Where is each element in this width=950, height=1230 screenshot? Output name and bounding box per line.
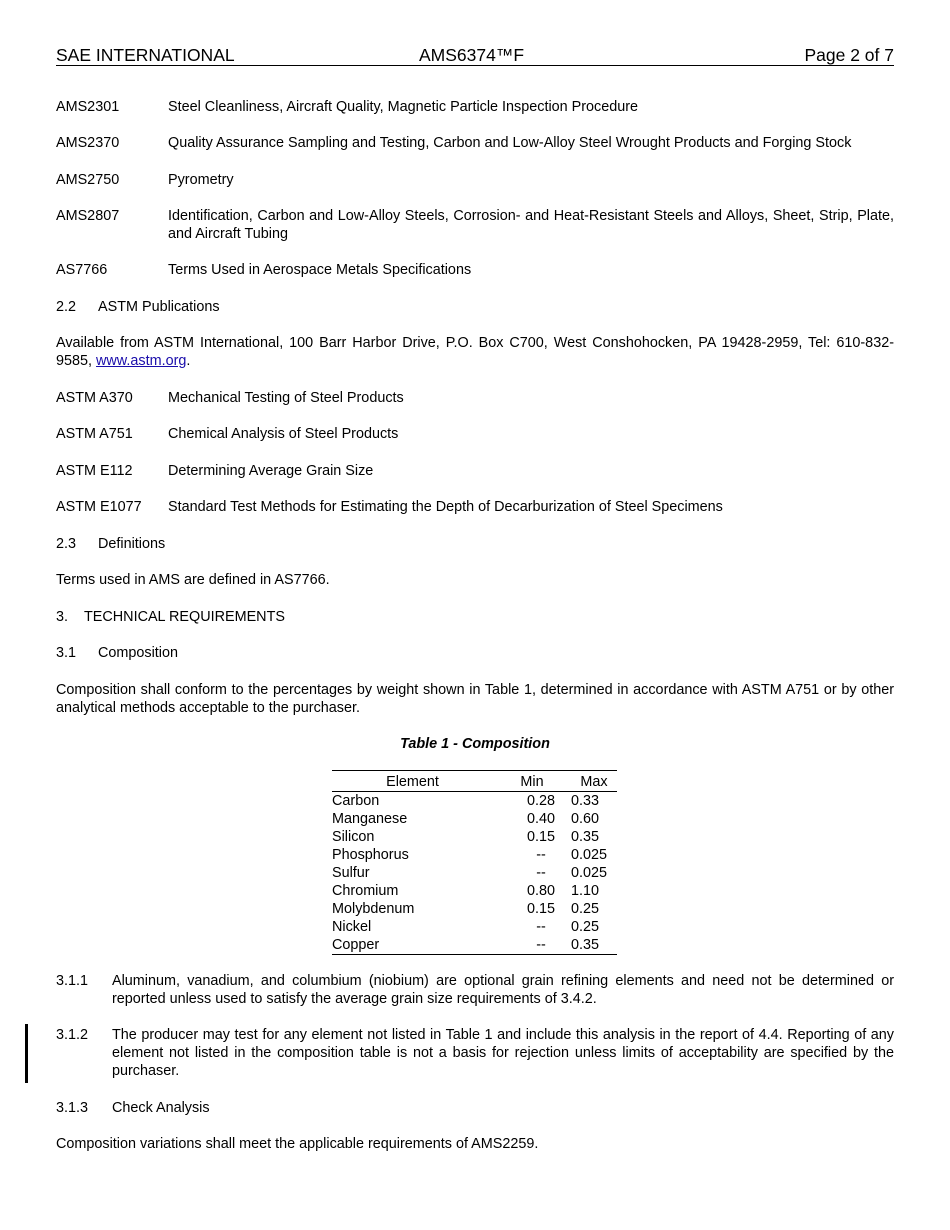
min-cell: 0.80	[526, 883, 555, 899]
max-cell: 1.10	[571, 883, 600, 899]
min-cell: --	[536, 937, 546, 953]
min-cell: 0.15	[526, 901, 555, 917]
reference-title: Steel Cleanliness, Aircraft Quality, Magnetic Particle Inspection Procedure	[168, 99, 639, 115]
reference-code: ASTM E112	[56, 463, 133, 479]
section-number: 3.1.1	[56, 973, 89, 989]
section-text: Aluminum, vanadium, and columbium (niobium) are optional grain refining elements and need not be determined or reported unless used to satisfy the average grain size requirements of 3.4.2.	[112, 973, 894, 1007]
composition-table	[332, 770, 617, 955]
min-cell: 0.15	[526, 829, 555, 845]
table-caption: Table 1 - Composition	[400, 736, 550, 752]
section-title: Definitions	[98, 536, 166, 552]
reference-code: AMS2301	[56, 99, 120, 115]
section-title: Check Analysis	[112, 1100, 210, 1116]
reference-title: Chemical Analysis of Steel Products	[168, 426, 399, 442]
section-number: 2.2	[56, 299, 77, 315]
element-cell: Sulfur	[332, 865, 370, 881]
definitions-paragraph: Terms used in AMS are defined in AS7766.	[56, 572, 330, 588]
reference-code: ASTM A751	[56, 426, 133, 442]
table-header-row	[332, 771, 617, 792]
table-row	[332, 918, 617, 936]
section-number: 3.1.3	[56, 1100, 89, 1116]
column-header-min: Min	[493, 771, 571, 792]
reference-title: Pyrometry	[168, 172, 234, 188]
min-cell: 0.28	[526, 793, 555, 809]
table-row	[332, 936, 617, 955]
table-row	[332, 828, 617, 846]
column-header-max: Max	[571, 771, 617, 792]
check-analysis-paragraph: Composition variations shall meet the applicable requirements of AMS2259.	[56, 1136, 539, 1152]
section-number: 3.	[56, 609, 69, 625]
section-text: The producer may test for any element not listed in Table 1 and include this analysis in the report of 4.4. Reporting of any element not listed in the composition table is not a basis for rejection unless limits of acceptability are specified by the purchaser.	[112, 1027, 894, 1079]
reference-title: Quality Assurance Sampling and Testing, Carbon and Low-Alloy Steel Wrought Products and Forging Stock	[168, 135, 852, 151]
element-cell: Carbon	[332, 793, 380, 809]
element-cell: Silicon	[332, 829, 375, 845]
section-title: TECHNICAL REQUIREMENTS	[84, 609, 285, 625]
element-cell: Chromium	[332, 883, 399, 899]
min-cell: --	[536, 919, 546, 935]
section-number: 3.1.2	[56, 1027, 89, 1043]
table-row	[332, 846, 617, 864]
max-cell: 0.25	[571, 901, 600, 917]
composition-paragraph: Composition shall conform to the percentages by weight shown in Table 1, determined in accordance with ASTM A751 or by other analytical methods acceptable to the purchaser.	[56, 682, 894, 716]
table-row	[332, 792, 617, 811]
header-doc-number: AMS6374™F	[419, 45, 525, 65]
element-cell: Nickel	[332, 919, 372, 935]
table-row	[332, 810, 617, 828]
page-header	[56, 45, 894, 66]
astm-website-link[interactable]: www.astm.org	[96, 353, 187, 369]
max-cell: 0.25	[571, 919, 600, 935]
reference-title: Mechanical Testing of Steel Products	[168, 390, 404, 406]
max-cell: 0.33	[571, 793, 600, 809]
max-cell: 0.025	[571, 865, 608, 881]
reference-title: Terms Used in Aerospace Metals Specifications	[168, 262, 472, 278]
section-title: Composition	[98, 645, 178, 661]
min-cell: --	[536, 865, 546, 881]
element-cell: Manganese	[332, 811, 408, 827]
min-cell: --	[536, 847, 546, 863]
min-cell: 0.40	[526, 811, 555, 827]
reference-code: ASTM E1077	[56, 499, 142, 515]
element-cell: Molybdenum	[332, 901, 415, 917]
element-cell: Copper	[332, 936, 493, 955]
element-cell: Phosphorus	[332, 847, 409, 863]
reference-code: ASTM A370	[56, 390, 133, 406]
astm-availability-paragraph	[56, 334, 894, 370]
revision-change-bar	[25, 1024, 28, 1083]
max-cell: 0.35	[571, 829, 600, 845]
section-number: 3.1	[56, 645, 77, 661]
reference-code: AMS2807	[56, 208, 120, 224]
table-row	[332, 900, 617, 918]
astm-availability-text: Available from ASTM International, 100 Barr Harbor Drive, P.O. Box C700, West Conshohocken, PA 19428-2959, Tel: 610-832-9585,	[56, 335, 894, 369]
header-page-number: Page 2 of 7	[804, 45, 894, 65]
section-title: ASTM Publications	[98, 299, 220, 315]
reference-code: AMS2750	[56, 172, 120, 188]
header-org: SAE INTERNATIONAL	[56, 45, 235, 65]
table-row	[332, 882, 617, 900]
column-header-element: Element	[332, 771, 493, 792]
reference-code: AS7766	[56, 262, 108, 278]
reference-code: AMS2370	[56, 135, 120, 151]
reference-title: Identification, Carbon and Low-Alloy Steels, Corrosion- and Heat-Resistant Steels and Alloys, Sheet, Strip, Plate, and Aircraft Tubing	[168, 208, 894, 242]
reference-title: Standard Test Methods for Estimating the Depth of Decarburization of Steel Specimens	[168, 499, 723, 515]
max-cell: 0.35	[571, 937, 600, 953]
reference-title: Determining Average Grain Size	[168, 463, 374, 479]
astm-availability-end: .	[186, 353, 191, 369]
max-cell: 0.025	[571, 847, 608, 863]
max-cell: 0.60	[571, 811, 600, 827]
table-row	[332, 864, 617, 882]
section-number: 2.3	[56, 536, 77, 552]
